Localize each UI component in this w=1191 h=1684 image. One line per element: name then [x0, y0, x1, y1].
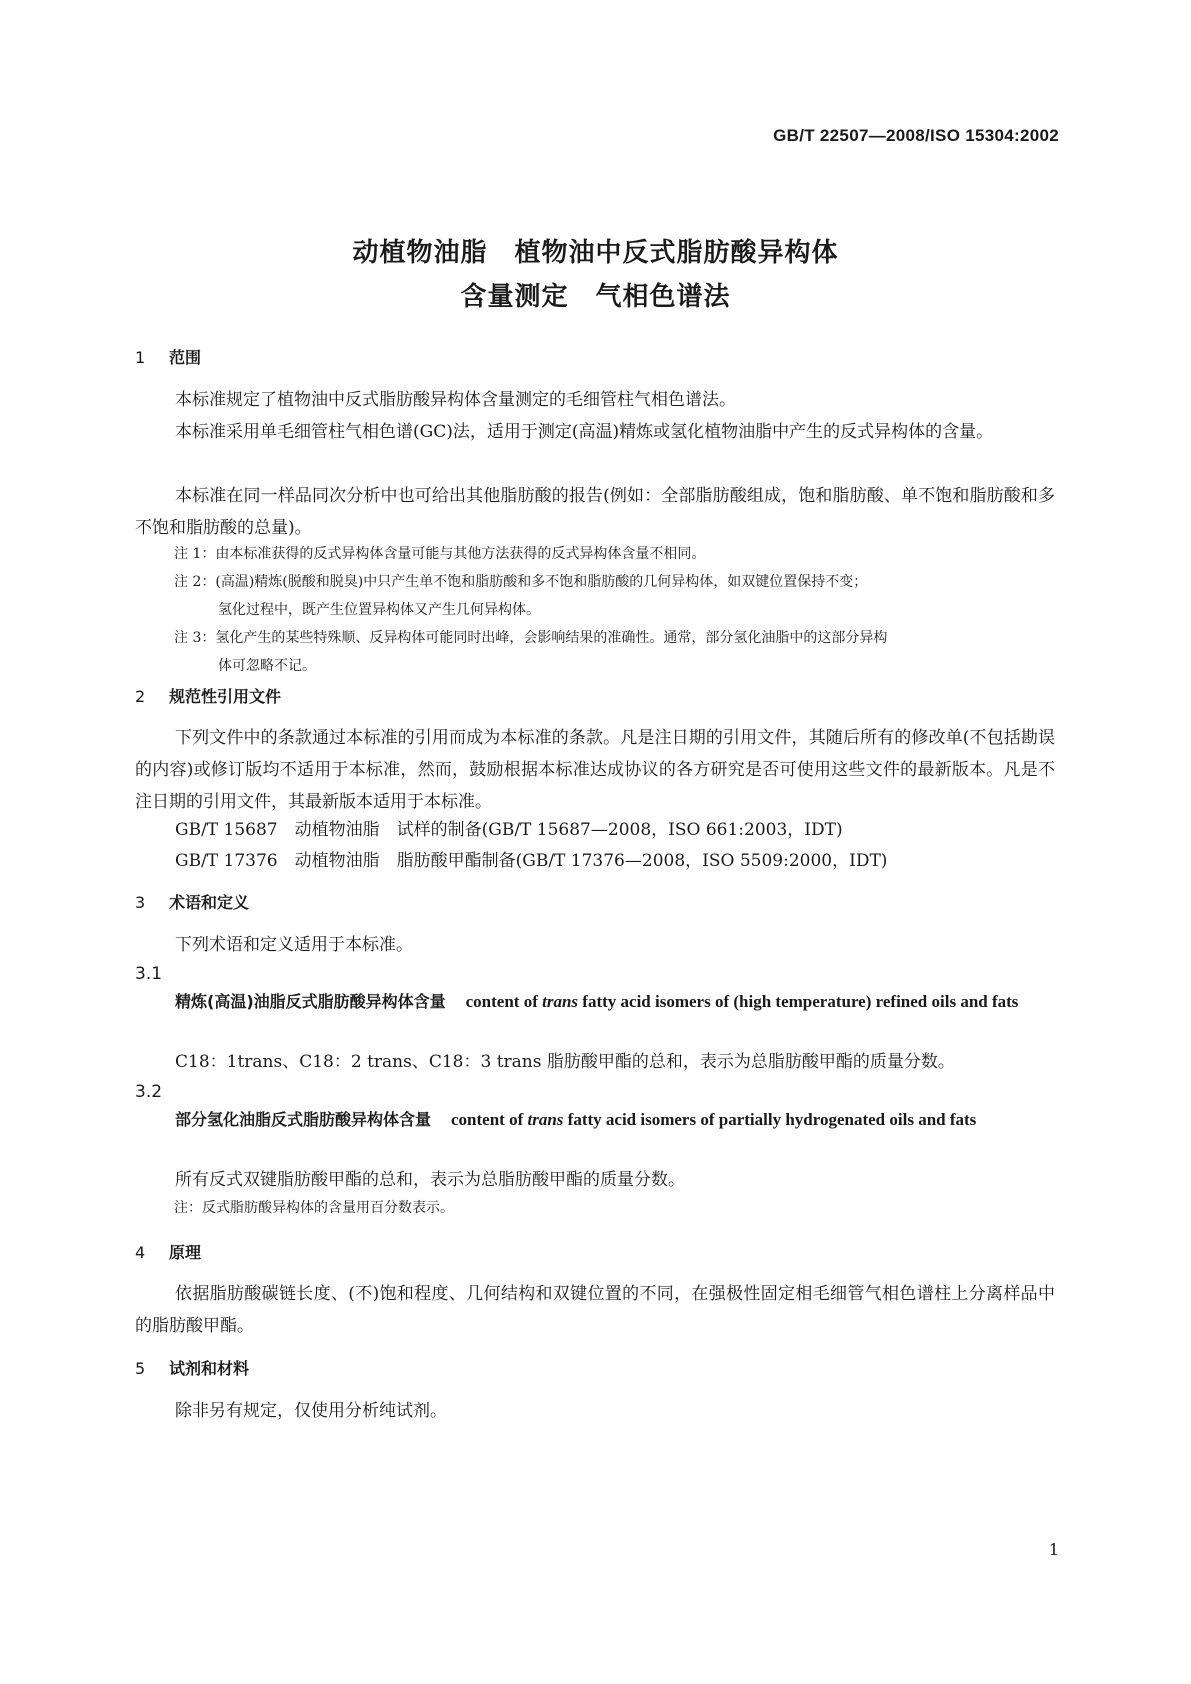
standard-number: GB/T 22507—2008/ISO 15304:2002	[773, 126, 1059, 145]
section-title: 术语和定义	[169, 893, 250, 912]
note-label: 注 1：	[174, 546, 216, 562]
section-title: 规范性引用文件	[169, 687, 282, 706]
note-label: 注 2：	[174, 574, 216, 590]
section-number: 3	[135, 893, 146, 912]
section-title: 范围	[169, 348, 202, 367]
section-number: 4	[135, 1243, 146, 1262]
section-2-heading	[135, 684, 281, 707]
section-number: 5	[135, 1359, 146, 1378]
normative-reference-1: GB/T 15687 动植物油脂 试样的制备(GB/T 15687—2008，ISO 661:2003，IDT)	[175, 820, 843, 840]
section-3-heading	[135, 890, 249, 913]
paragraph: 下列术语和定义适用于本标准。	[175, 935, 413, 955]
paragraph: 本标准规定了植物油中反式脂肪酸异构体含量测定的毛细管柱气相色谱法。	[175, 390, 736, 410]
term-definition: 所有反式双键脂肪酸甲酯的总和，表示为总脂肪酸甲酯的质量分数。	[175, 1170, 685, 1190]
note-text: (高温)精炼(脱酸和脱臭)中只产生单不饱和脂肪酸和多不饱和脂肪酸的几何异构体，如双键位置保持不变；	[215, 574, 868, 590]
paragraph: 依据脂肪酸碳链长度、(不)饱和程度、几何结构和双键位置的不同，在强极性固定相毛细管气相色谱柱上分离样品中的脂肪酸甲酯。	[135, 1284, 1055, 1336]
paragraph: 本标准采用单毛细管柱气相色谱(GC)法，适用于测定(高温)精炼或氢化植物油脂中产生的反式异构体的含量。	[175, 422, 994, 442]
paragraph: 除非另有规定，仅使用分析纯试剂。	[175, 1401, 447, 1421]
document-title-line1: 动植物油脂 植物油中反式脂肪酸异构体	[352, 238, 839, 268]
page-number: 1	[1048, 1540, 1059, 1559]
note-text: 氢化产生的某些特殊顺、反异构体可能同时出峰，会影响结果的准确性。通常，部分氢化油脂中的这部分异构	[215, 630, 888, 646]
term-english: content of trans fatty acid isomers of partially hydrogenated oils and fats	[451, 1110, 977, 1129]
note-text-continued: 氢化过程中，既产生位置异构体又产生几何异构体。	[218, 602, 540, 618]
term-number: 3.1	[135, 964, 163, 984]
section-4-heading	[135, 1240, 201, 1263]
section-number: 2	[135, 687, 146, 706]
term-number: 3.2	[135, 1082, 163, 1102]
section-5-heading	[135, 1356, 249, 1379]
term-definition: C18：1trans、C18：2 trans、C18：3 trans 脂肪酸甲酯的总和，表示为总脂肪酸甲酯的质量分数。	[175, 1052, 955, 1072]
section-title: 试剂和材料	[169, 1359, 250, 1378]
term-chinese: 精炼(高温)油脂反式脂肪酸异构体含量	[175, 992, 446, 1011]
section-number: 1	[135, 348, 146, 367]
document-title-line2: 含量测定 气相色谱法	[460, 282, 731, 312]
term-chinese: 部分氢化油脂反式脂肪酸异构体含量	[175, 1110, 432, 1129]
note-text-continued: 体可忽略不记。	[218, 658, 316, 674]
section-1-heading	[135, 345, 201, 368]
note-1	[174, 540, 1054, 568]
paragraph: 下列文件中的条款通过本标准的引用而成为本标准的条款。凡是注日期的引用文件，其随后所有的修改单(不包括勘误的内容)或修订版均不适用于本标准，然而，鼓励根据本标准达成协议的各方研究是否可使用这些文件的最新版本。凡是不注日期的引用文件，其最新版本适用于本标准。	[135, 728, 1055, 812]
note-3	[174, 624, 1054, 680]
term-note: 注：反式脂肪酸异构体的含量用百分数表示。	[174, 1200, 454, 1216]
section-title: 原理	[169, 1243, 202, 1262]
paragraph: 本标准在同一样品同次分析中也可给出其他脂肪酸的报告(例如：全部脂肪酸组成，饱和脂肪酸、单不饱和脂肪酸和多不饱和脂肪酸的总量)。	[135, 486, 1055, 538]
note-label: 注 3：	[174, 630, 216, 646]
term-3-1	[135, 986, 1060, 1018]
term-3-2	[135, 1104, 1060, 1136]
term-english: content of trans fatty acid isomers of (high temperature) refined oils and fats	[465, 992, 1019, 1011]
normative-reference-2: GB/T 17376 动植物油脂 脂肪酸甲酯制备(GB/T 17376—2008，ISO 5509:2000，IDT)	[175, 851, 888, 871]
note-2	[174, 568, 1054, 624]
note-text: 由本标准获得的反式异构体含量可能与其他方法获得的反式异构体含量不相同。	[215, 546, 706, 562]
